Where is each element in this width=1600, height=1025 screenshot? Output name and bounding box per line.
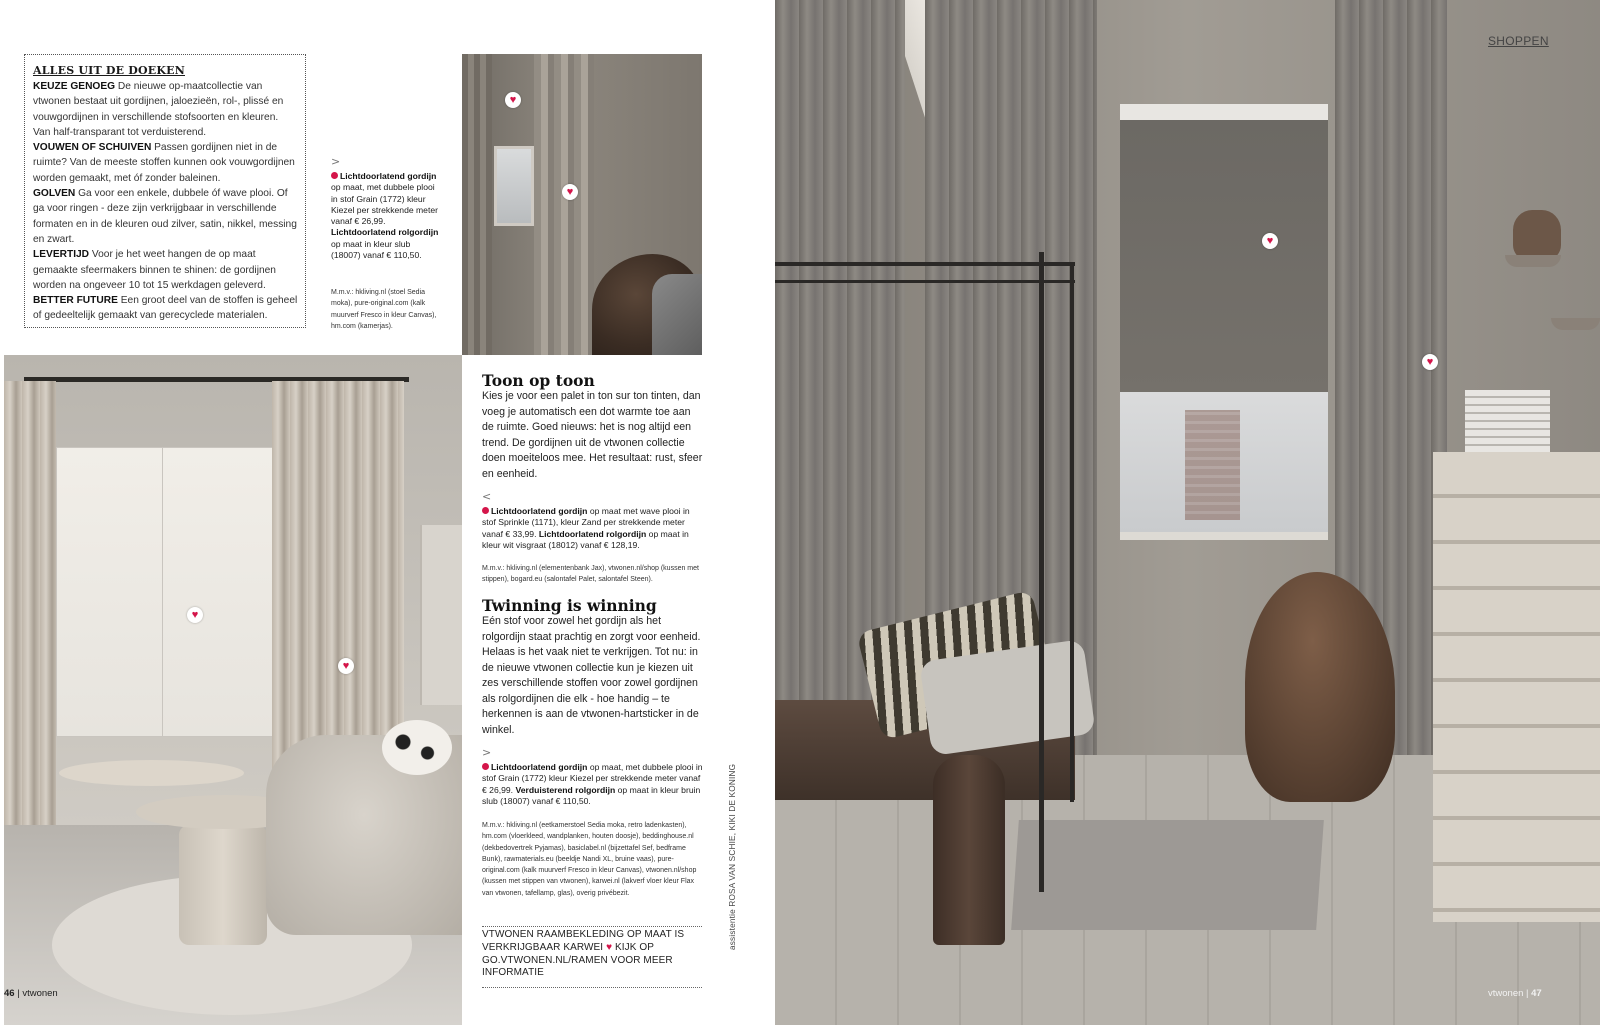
drawer-cabinet [1433, 452, 1600, 922]
photo-bedroom [775, 0, 1600, 1025]
caption-twinning: Lichtdoorlatend gordijn op maat, met dubbele plooi in stof Grain (1772) kleur Kiezel per strekkende meter vanaf € 26,99. Verduisterend rolgordijn op maat in kleur bruin slub (18007) vanaf € 110,50. [482, 762, 703, 806]
heart-icon [331, 172, 338, 179]
roller-blind-left [56, 447, 168, 737]
arrow-left-icon: < [482, 490, 492, 503]
curtain-right [534, 54, 594, 355]
cloth [652, 274, 702, 355]
bedframe-post [1039, 252, 1044, 892]
window [494, 146, 534, 226]
heart-sticker-icon[interactable]: ♥ [187, 607, 203, 623]
book-stack [1465, 390, 1550, 452]
rug [1011, 820, 1324, 930]
retail-info-box: VTWONEN RAAMBEKLEDING OP MAAT IS VERKRIJGBAAR KARWEI ♥ KIJK OP GO.VTWONEN.NL/RAMEN VOOR MEER INFORMATIE [482, 926, 702, 988]
page-number-left: 46 | vtwonen [4, 988, 58, 999]
section-heading-toon-op-toon: Toon op toon [482, 371, 595, 390]
bedframe-rail [775, 262, 1075, 266]
heart-icon: ♥ [606, 941, 613, 953]
section-body-toon-op-toon: Kies je voor een palet in ton sur ton tinten, dan voeg je automatisch een dot warmte toe aan de ruimte. Goed nieuws: het is nog altijd een trend. De gordijnen uit de vtwonen collectie doen moeiteloos mee. Het resultaat: rust, sfeer en eenheid. [482, 390, 703, 480]
heart-sticker-icon[interactable]: ♥ [1422, 354, 1438, 370]
wall-shelf [1551, 318, 1600, 330]
section-body-twinning: Eén stof voor zowel het gordijn als het rolgordijn staat prachtig en zorgt voor eenheid. Helaas is het vaak niet te verkrijgen. Tot nu: in de nieuwe vtwonen collectie kun je kiezen uit zes verschillende stoffen voor zowel gordijnen als rolgordijnen die elk - hoe handig – te herkennen is aan de vtwonen-hartsticker in de winkel. [482, 615, 701, 736]
credit-top: M.m.v.: hkliving.nl (stoel Sedia moka), pure-original.com (kalk muurverf Fresco in kleur Canvas), hm.com (kamerjas). [331, 289, 437, 330]
caption-top: Lichtdoorlatend gordijn op maat, met dubbele plooi in stof Grain (1772) kleur Kiezel per strekkende meter vanaf € 26,99. Lichtdoorlatend rolgordijn op maat in kleur slub (18007) vanaf € 110,50. [331, 171, 439, 261]
wall-shelf [1505, 255, 1561, 267]
wooden-stool [933, 755, 1005, 945]
page-number-right: vtwonen | 47 [1488, 988, 1542, 999]
heart-icon [482, 507, 489, 514]
heart-sticker-icon[interactable]: ♥ [505, 92, 521, 108]
photo-credit: assistentie ROSA VAN SCHIE, KIKI DE KONING [728, 763, 737, 950]
photo-living-room [4, 355, 462, 1025]
heart-sticker-icon[interactable]: ♥ [338, 658, 354, 674]
heart-sticker-icon[interactable]: ♥ [562, 184, 578, 200]
wall-shelf [420, 525, 462, 705]
heart-icon [482, 763, 489, 770]
section-heading-twinning: Twinning is winning [482, 596, 657, 615]
info-box-title: ALLES UIT DE DOEKEN [33, 64, 185, 77]
coffee-table-base [179, 825, 267, 945]
info-box [24, 54, 306, 328]
photo-curtain-closeup [462, 54, 702, 355]
bedframe-post [1070, 262, 1074, 802]
heart-sticker-icon[interactable]: ♥ [1262, 233, 1278, 249]
info-box-text: KEUZE GENOEG De nieuwe op-maatcollectie van vtwonen bestaat uit gordijnen, jaloezieën, rol-, plissé en vouwgordijnen in verschillende stofsoorten en kleuren. Van half-transparant tot verduisterend. VOUWEN OF SCHUIVEN Passen gordijnen niet in de ruimte? Van de meeste stoffen kunnen ook vouwgordijnen worden gemaakt, met óf zonder baleinen. GOLVEN Ga voor een enkele, dubbele óf wave plooi. Of ga voor ringen - deze zijn verkrijgbaar in verschillende formaten en in de kleuren oud zilver, satin, nikkel, messing en zwart. LEVERTIJD Voor je het weet hangen de op maat gemaakte sfeermakers binnen te shinen: de gordijnen worden na ongeveer 10 tot 15 werkdagen geleverd. BETTER FUTURE Een groot deel van de stoffen is geheel of gedeeltelijk gemaakt van gerecyclede materialen. [33, 81, 298, 322]
side-table [59, 760, 244, 786]
roller-blind [1120, 120, 1328, 392]
caption-toon-op-toon: Lichtdoorlatend gordijn op maat met wave plooi in stof Sprinkle (1171), kleur Zand per strekkende meter vanaf € 33,99. Lichtdoorlatend rolgordijn op maat in kleur wit visgraat (18012) vanaf € 128,19. [482, 506, 690, 550]
section-label[interactable]: SHOPPEN [1488, 34, 1549, 48]
brick-view [1185, 410, 1240, 520]
arrow-right-icon: > [482, 746, 492, 759]
credit-toon-op-toon: M.m.v.: hkliving.nl (elementenbank Jax), vtwonen.nl/shop (kussen met stippen), bogard.eu (salontafel Palet, salontafel Steen). [482, 565, 699, 584]
vase [1513, 210, 1561, 260]
credit-twinning: M.m.v.: hkliving.nl (eetkamerstoel Sedia moka, retro ladenkasten), hm.com (vloerkleed, wandplanken, houten doosje), beddinghouse.nl (dekbedovertrek Pyjamas), basiclabel.nl (bijzettafel Sef, bedframe Bunk), rawmaterials.eu (beeldje Nandi XL, bruine vaas), pure-original.com (kalk muurverf Fresco in kleur Canvas), vtwonen.nl/shop (kussen met stippen van vtwonen), karwei.nl (lakverf vloer kleur Flax van vtwonen, tafellamp, glas), overig privébezit. [482, 822, 697, 897]
arrow-right-icon: > [331, 155, 341, 168]
roller-blind-right [162, 447, 274, 737]
curtain-left [462, 54, 492, 355]
bedframe-rail [775, 280, 1075, 283]
dotted-cushion [382, 720, 452, 775]
blind-cassette [1120, 104, 1328, 120]
